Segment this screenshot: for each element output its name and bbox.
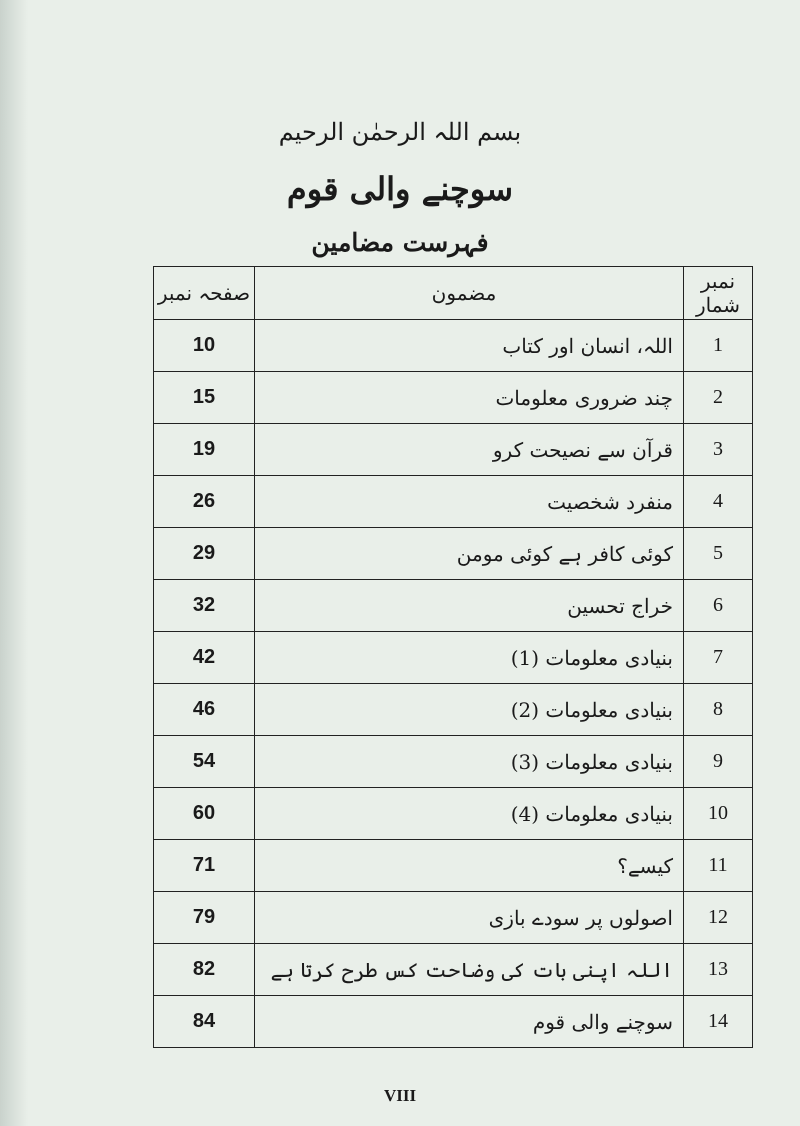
row-subject: سوچنے والی قوم xyxy=(255,996,684,1048)
row-number: 8 xyxy=(684,684,753,736)
column-header-subject: مضمون xyxy=(255,267,684,320)
row-page-number: 29 xyxy=(154,528,255,580)
book-title: سوچنے والی قوم xyxy=(286,170,514,208)
row-page-number: 84 xyxy=(154,996,255,1048)
row-number: 2 xyxy=(684,372,753,424)
row-number: 12 xyxy=(684,892,753,944)
row-page-number: 54 xyxy=(154,736,255,788)
row-number: 5 xyxy=(684,528,753,580)
row-number: 6 xyxy=(684,580,753,632)
table-row xyxy=(154,632,753,684)
page-number: VIII xyxy=(383,1086,417,1105)
row-number: 3 xyxy=(684,424,753,476)
row-page-number: 19 xyxy=(154,424,255,476)
row-number: 11 xyxy=(684,840,753,892)
row-page-number: 60 xyxy=(154,788,255,840)
page-edge-shadow xyxy=(0,0,28,1126)
column-header-number: نمبر شمار xyxy=(684,267,753,320)
row-number: 13 xyxy=(684,944,753,996)
table-row xyxy=(154,788,753,840)
row-page-number: 26 xyxy=(154,476,255,528)
row-number: 1 xyxy=(684,320,753,372)
table-row xyxy=(154,892,753,944)
row-subject: بنیادی معلومات (4) xyxy=(255,788,684,840)
table-of-contents xyxy=(153,266,753,1048)
row-page-number: 32 xyxy=(154,580,255,632)
table-row xyxy=(154,320,753,372)
row-subject: بنیادی معلومات (3) xyxy=(255,736,684,788)
row-subject: کیسے؟ xyxy=(255,840,684,892)
table-body xyxy=(154,320,753,1048)
row-subject: بنیادی معلومات (2) xyxy=(255,684,684,736)
row-subject: منفرد شخصیت xyxy=(255,476,684,528)
row-subject: کوئی کافر ہے کوئی مومن xyxy=(255,528,684,580)
row-page-number: 42 xyxy=(154,632,255,684)
row-subject: بنیادی معلومات (1) xyxy=(255,632,684,684)
table-row xyxy=(154,372,753,424)
table-row xyxy=(154,944,753,996)
table-row xyxy=(154,736,753,788)
row-number: 7 xyxy=(684,632,753,684)
column-header-page: صفحہ نمبر xyxy=(154,267,255,320)
row-number: 10 xyxy=(684,788,753,840)
table-row xyxy=(154,424,753,476)
row-number: 14 xyxy=(684,996,753,1048)
table-row xyxy=(154,684,753,736)
row-subject: قرآن سے نصیحت کرو xyxy=(255,424,684,476)
table-row xyxy=(154,840,753,892)
table-row xyxy=(154,996,753,1048)
row-page-number: 10 xyxy=(154,320,255,372)
table-row xyxy=(154,580,753,632)
table-row xyxy=(154,476,753,528)
toc-title: فہرست مضامین xyxy=(311,228,489,257)
table-header-row xyxy=(154,267,753,320)
row-page-number: 15 xyxy=(154,372,255,424)
table-row xyxy=(154,528,753,580)
row-page-number: 46 xyxy=(154,684,255,736)
row-subject: چند ضروری معلومات xyxy=(255,372,684,424)
row-page-number: 82 xyxy=(154,944,255,996)
bismillah: بسم اللہ الرحمٰن الرحیم xyxy=(278,118,522,146)
row-subject: اللہ اپنی بات کی وضاحت کس طرح کرتا ہے xyxy=(255,944,684,996)
row-page-number: 71 xyxy=(154,840,255,892)
row-subject: اللہ، انسان اور کتاب xyxy=(255,320,684,372)
row-number: 4 xyxy=(684,476,753,528)
row-page-number: 79 xyxy=(154,892,255,944)
row-number: 9 xyxy=(684,736,753,788)
row-subject: اصولوں پر سودے بازی xyxy=(255,892,684,944)
row-subject: خراج تحسین xyxy=(255,580,684,632)
